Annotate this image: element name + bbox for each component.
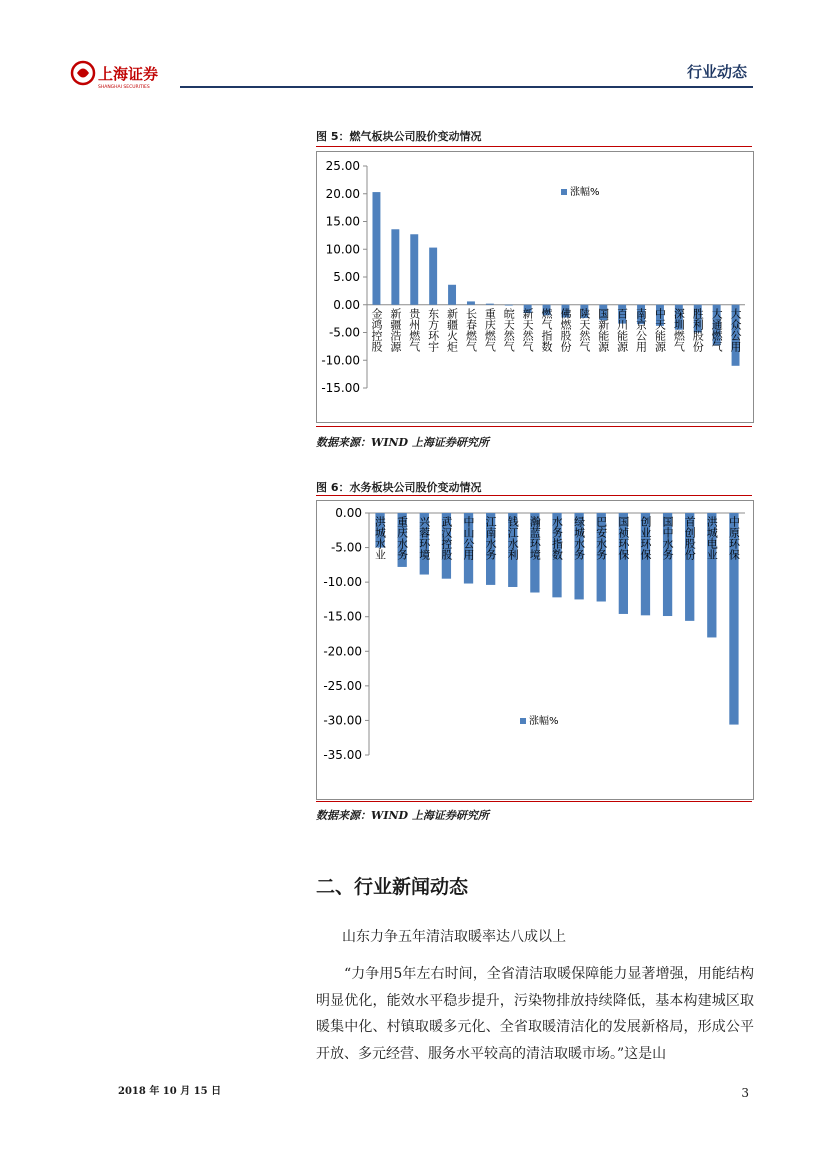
y-tick-label: 25.00: [325, 159, 360, 173]
news-title: 山东力争五年清洁取暖率达八成以上: [342, 929, 566, 945]
legend-label: 涨幅%: [570, 187, 600, 198]
y-tick-label: -10.00: [321, 353, 360, 368]
category-label: 贵州燃气: [407, 307, 421, 352]
legend-label: 涨幅%: [529, 716, 559, 727]
y-tick-label: -20.00: [323, 644, 362, 659]
category-label: 钱江水利: [506, 516, 520, 560]
news-paragraph: “力争用5年左右时间，全省清洁取暖保障能力显著增强，用能结构明显优化，能效水平稳步提升，污染物排放持续降低，基本构建城区取暖集中化、村镇取暖多元化、全省取暖清洁化的发展新格局，形成公平开放、多元经营、服务水平较高的清洁取暖市场。”这是山: [316, 966, 754, 1062]
category-label: 佛燃股份: [558, 307, 572, 352]
gas-sector-chart: [317, 152, 753, 422]
bar: [429, 248, 437, 305]
category-label: 绿城水务: [572, 516, 586, 560]
category-label: 南京公用: [634, 307, 648, 352]
section-heading: 二、行业新闻动态: [316, 876, 469, 898]
category-label: 新天然气: [521, 307, 535, 352]
category-label: 燃气指数: [540, 307, 554, 352]
bar: [372, 192, 380, 305]
bar: [486, 304, 494, 305]
category-label: 武汉控股: [439, 516, 453, 560]
logo-text: 上海证券: [98, 65, 159, 83]
bar: [505, 305, 513, 306]
y-tick-label: -35.00: [323, 748, 362, 762]
category-label: 重庆燃气: [483, 307, 497, 352]
legend-swatch: [561, 189, 567, 195]
header-divider: [180, 86, 753, 88]
category-label: 创业环保: [638, 516, 652, 560]
figure6-chart: [316, 500, 754, 800]
y-tick-label: -5.00: [328, 325, 360, 340]
category-label: 国新能源: [596, 307, 610, 352]
y-tick-label: -25.00: [323, 678, 362, 693]
y-tick-label: -15.00: [323, 609, 362, 624]
legend-swatch: [520, 718, 526, 724]
bar: [467, 301, 475, 304]
page-number: 3: [741, 1086, 749, 1100]
y-tick-label: -10.00: [323, 575, 362, 590]
figure5-top-rule: [316, 146, 752, 147]
category-label: 金鸿控股: [369, 307, 383, 352]
category-label: 兴蓉环境: [417, 516, 431, 560]
figure6-source: 数据来源：WIND 上海证券研究所: [316, 809, 489, 822]
figure5-title: 图 5：燃气板块公司股价变动情况: [316, 130, 482, 143]
company-logo: [70, 60, 182, 90]
category-label: 水务指数: [550, 516, 564, 560]
figure5-source: 数据来源：WIND 上海证券研究所: [316, 436, 489, 449]
bar: [391, 229, 399, 304]
category-label: 百川能源: [615, 307, 629, 352]
figure5-chart: [316, 151, 754, 423]
category-label: 江南水务: [484, 516, 498, 560]
category-label: 大通燃气: [710, 307, 724, 352]
water-sector-chart: [317, 501, 753, 799]
y-tick-label: -15.00: [321, 381, 360, 395]
category-label: 洪城水业: [373, 516, 387, 560]
figure6-bottom-rule: [316, 801, 752, 802]
y-tick-label: -30.00: [323, 713, 362, 728]
category-label: 胜利股份: [691, 307, 705, 352]
category-label: 国中水务: [661, 516, 675, 560]
y-tick-label: 0.00: [335, 506, 362, 520]
category-label: 深圳燃气: [672, 307, 686, 352]
category-label: 中天能源: [653, 307, 667, 352]
y-tick-label: 20.00: [325, 186, 360, 201]
category-label: 陕天然气: [577, 307, 591, 352]
y-tick-label: 15.00: [325, 214, 360, 229]
report-date: 2018 年 10 月 15 日: [118, 1086, 222, 1097]
category-label: 中山公用: [462, 516, 476, 560]
category-label: 巴安水务: [594, 516, 608, 560]
logo-subtext: SHANGHAI SECURITIES: [98, 85, 150, 90]
category-label: 中原环保: [727, 516, 741, 560]
header-title: 行业动态: [686, 63, 747, 81]
category-label: 洪城电业: [705, 516, 719, 560]
figure5-bottom-rule: [316, 426, 752, 427]
category-label: 长春燃气: [464, 307, 478, 352]
category-label: 首创股份: [683, 516, 697, 560]
y-tick-label: -5.00: [330, 540, 362, 555]
y-tick-label: 5.00: [333, 270, 360, 284]
category-label: 大众公用: [729, 307, 743, 352]
figure6-title: 图 6：水务板块公司股价变动情况: [316, 481, 482, 494]
category-label: 新疆浩源: [388, 307, 402, 352]
category-label: 新疆火炬: [445, 307, 459, 352]
y-tick-label: 0.00: [333, 297, 360, 312]
category-label: 东方环宇: [426, 307, 440, 352]
figure6-top-rule: [316, 495, 752, 496]
y-tick-label: 10.00: [325, 242, 360, 257]
category-label: 重庆水务: [395, 516, 409, 560]
bar: [448, 285, 456, 305]
category-label: 国祯环保: [616, 516, 630, 560]
category-label: 瀚蓝环境: [528, 516, 542, 560]
bar: [410, 234, 418, 304]
category-label: 皖天然气: [502, 307, 516, 352]
